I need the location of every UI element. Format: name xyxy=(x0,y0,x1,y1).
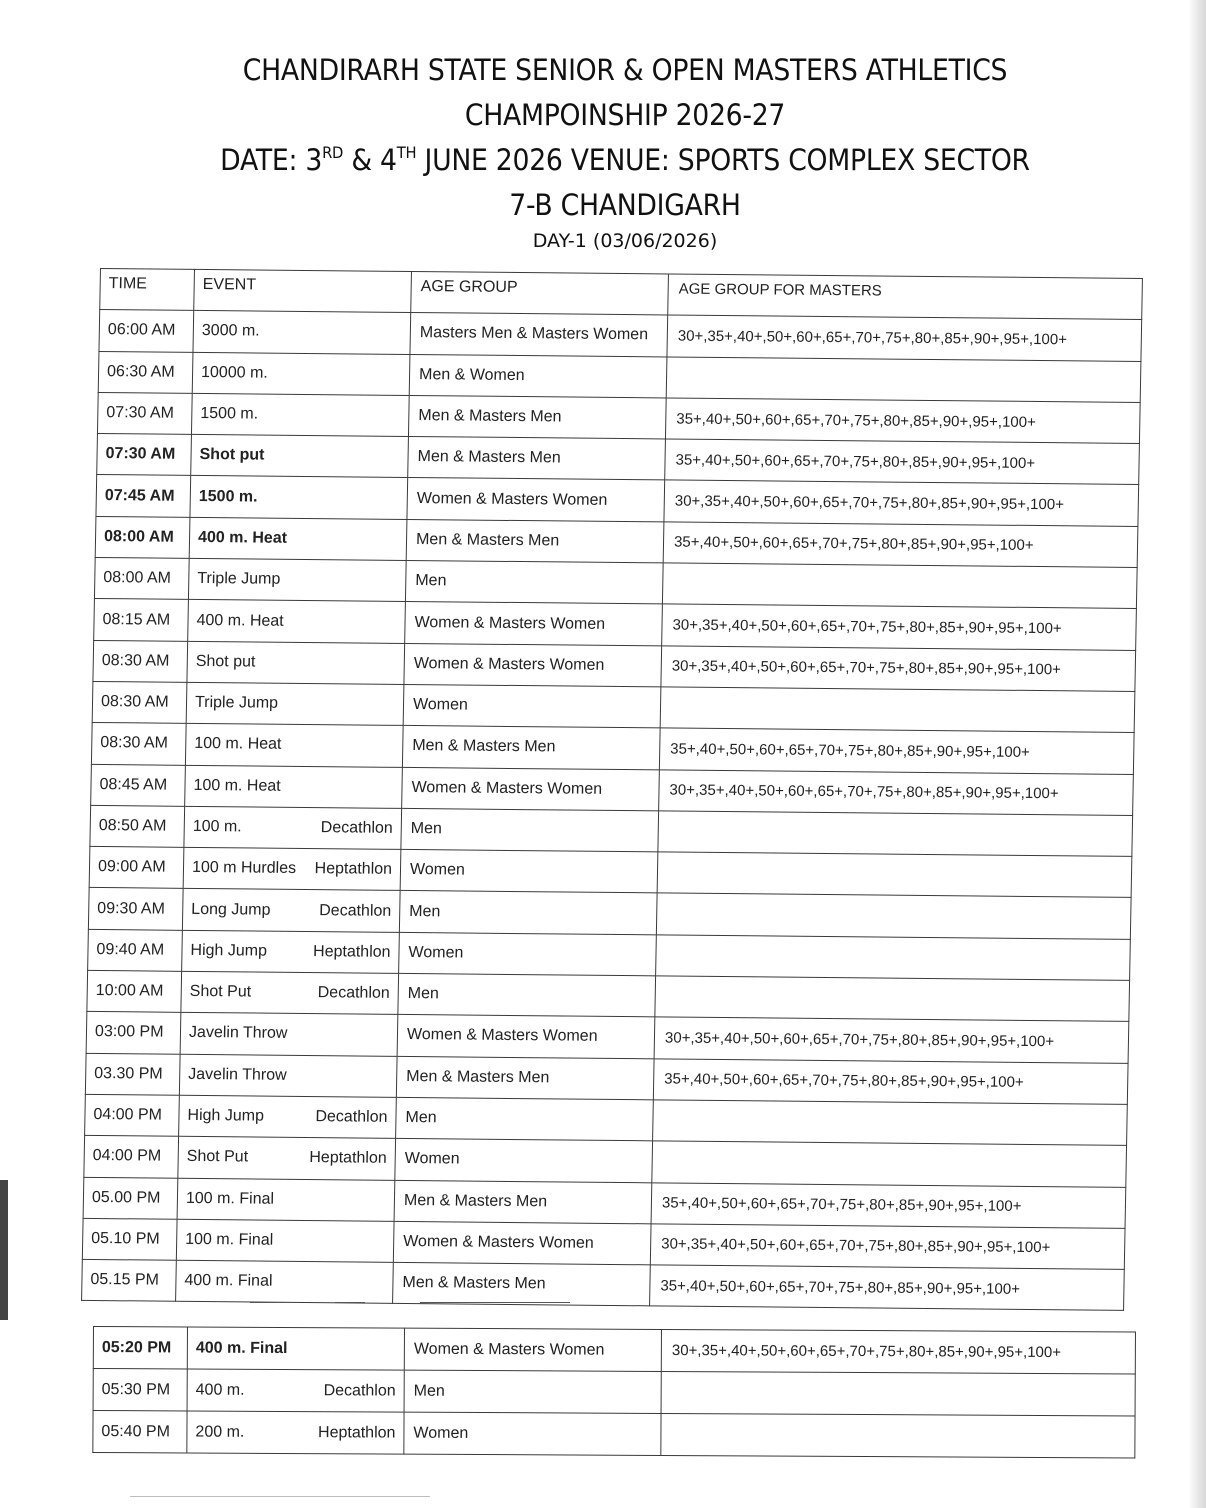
event-name: 1500 m. xyxy=(198,487,258,506)
page-edge-mark xyxy=(0,1180,8,1320)
document-header xyxy=(150,48,1100,252)
event-category: Decathlon xyxy=(320,819,393,837)
event-name: 400 m. Final xyxy=(195,1339,288,1357)
cell-age-group: Men & Women xyxy=(409,354,667,398)
cell-time: 08:30 AM xyxy=(91,723,186,765)
event-name: 400 m. Heat xyxy=(197,528,288,547)
date-suffix: JUNE 2026 VENUE: SPORTS COMPLEX SECTOR xyxy=(416,143,1030,177)
event-name: 400 m. xyxy=(195,1381,245,1399)
title-line-1: CHANDIRARH STATE SENIOR & OPEN MASTERS ATHLETICS xyxy=(242,53,1008,87)
cell-time: 08:00 AM xyxy=(94,558,189,600)
header-age-group: AGE GROUP xyxy=(411,271,669,315)
cell-time: 05:20 PM xyxy=(93,1327,187,1369)
event-name: Shot Put xyxy=(186,1148,249,1166)
cell-masters-age-groups: 30+,35+,40+,50+,60+,65+,70+,75+,80+,85+,90+,95+,100+ xyxy=(661,646,1136,692)
cell-time: 08:30 AM xyxy=(93,640,188,682)
cell-masters-age-groups xyxy=(656,935,1131,981)
cell-age-group: Men & Masters Men xyxy=(394,1180,652,1224)
cell-age-group: Men xyxy=(396,1097,654,1141)
title-line-4: 7-B CHANDIGARH xyxy=(509,188,741,222)
event-name: Long Jump xyxy=(191,900,271,919)
title-line-2: CHAMPOINSHIP 2026-27 xyxy=(464,98,786,132)
cell-event xyxy=(193,311,411,354)
event-name: 100 m. Heat xyxy=(193,776,281,795)
cell-time: 08:00 AM xyxy=(95,516,190,558)
event-category: Heptathlon xyxy=(309,1149,387,1168)
cell-age-group: Men xyxy=(404,1370,661,1413)
cell-age-group: Masters Men & Masters Women xyxy=(410,313,668,357)
cell-masters-age-groups xyxy=(653,1100,1128,1146)
event-category: Decathlon xyxy=(323,1381,396,1400)
event-name: 100 m. Final xyxy=(185,1230,274,1249)
header-event: EVENT xyxy=(194,269,412,312)
event-name: High Jump xyxy=(187,1106,265,1125)
cell-time: 05.00 PM xyxy=(83,1177,178,1219)
cell-age-group: Women & Masters Women xyxy=(404,643,662,687)
event-name: Triple Jump xyxy=(197,570,281,588)
cell-age-group: Men & Masters Men xyxy=(408,395,666,439)
page-edge-shadow xyxy=(1188,0,1206,1508)
cell-event xyxy=(185,765,403,808)
table-row xyxy=(82,1260,1125,1311)
date-sup-th: TH xyxy=(396,143,417,162)
cell-masters-age-groups xyxy=(656,893,1131,939)
cell-event xyxy=(183,847,401,890)
cell-time: 10:00 AM xyxy=(87,970,182,1012)
cell-time: 08:50 AM xyxy=(90,805,185,847)
cell-time: 03:00 PM xyxy=(86,1012,181,1054)
date-sup-rd: RD xyxy=(322,143,344,162)
cell-time: 05.10 PM xyxy=(82,1218,177,1260)
event-name: 400 m. Heat xyxy=(196,611,284,630)
event-name: 1500 m. xyxy=(200,405,259,423)
event-category: Decathlon xyxy=(317,984,390,1003)
cell-time: 08:15 AM xyxy=(94,599,189,641)
day-label: DAY-1 (03/06/2026) xyxy=(532,230,718,252)
cell-time: 06:30 AM xyxy=(98,351,193,393)
cell-age-group: Men xyxy=(401,808,659,852)
cell-age-group: Men xyxy=(398,973,656,1017)
cell-event xyxy=(187,641,405,684)
table-row xyxy=(93,1411,1135,1458)
cell-time: 04:00 PM xyxy=(85,1094,180,1136)
event-name: 10000 m. xyxy=(200,363,268,382)
cell-masters-age-groups: 30+,35+,40+,50+,60+,65+,70+,75+,80+,85+,90+,95+,100+ xyxy=(650,1224,1125,1270)
cell-event xyxy=(187,1411,404,1454)
cell-time: 05:30 PM xyxy=(93,1369,187,1411)
event-name: Javelin Throw xyxy=(188,1065,287,1084)
cell-age-group: Men & Masters Men xyxy=(396,1056,654,1100)
cell-time: 08:30 AM xyxy=(92,681,187,723)
cell-time: 09:40 AM xyxy=(88,929,183,971)
date-venue-line xyxy=(188,138,1062,183)
cell-age-group: Men xyxy=(399,891,657,935)
cell-age-group: Men & Masters Men xyxy=(393,1262,651,1306)
cell-age-group: Women xyxy=(403,684,661,728)
cell-age-group: Women & Masters Women xyxy=(407,478,665,522)
cell-masters-age-groups xyxy=(657,852,1132,898)
cell-masters-age-groups: 35+,40+,50+,60+,65+,70+,75+,80+,85+,90+,95+,100+ xyxy=(651,1182,1126,1228)
scan-artifact xyxy=(130,1496,430,1497)
cell-age-group: Men & Masters Men xyxy=(402,726,660,770)
cell-time: 09:30 AM xyxy=(88,888,183,930)
cell-masters-age-groups: 30+,35+,40+,50+,60+,65+,70+,75+,80+,85+,90+,95+,100+ xyxy=(659,769,1134,815)
event-category: Heptathlon xyxy=(318,1423,396,1442)
date-mid: & 4 xyxy=(343,143,397,177)
event-name: Shot put xyxy=(195,652,256,671)
table-row xyxy=(93,1327,1135,1374)
event-category: Decathlon xyxy=(319,901,392,920)
cell-masters-age-groups: 30+,35+,40+,50+,60+,65+,70+,75+,80+,85+,90+,95+,100+ xyxy=(661,1329,1135,1373)
cell-age-group: Men xyxy=(405,561,663,605)
cell-age-group: Women & Masters Women xyxy=(402,767,660,811)
cell-masters-age-groups xyxy=(660,687,1135,733)
event-name: 400 m. Final xyxy=(184,1272,273,1290)
cell-masters-age-groups xyxy=(662,563,1137,609)
cell-masters-age-groups xyxy=(655,976,1130,1022)
cell-event xyxy=(179,1054,397,1097)
cell-time: 06:00 AM xyxy=(99,310,194,352)
cell-age-group: Women xyxy=(404,1412,661,1455)
cell-event xyxy=(176,1260,394,1303)
schedule-table xyxy=(81,268,1143,1311)
cell-event xyxy=(187,1327,404,1370)
schedule-table-continued xyxy=(92,1326,1136,1458)
event-category: Heptathlon xyxy=(314,860,393,879)
cell-time: 05.15 PM xyxy=(82,1260,177,1302)
cell-masters-age-groups: 30+,35+,40+,50+,60+,65+,70+,75+,80+,85+,90+,95+,100+ xyxy=(662,604,1137,650)
cell-time: 09:00 AM xyxy=(89,847,184,889)
cell-masters-age-groups xyxy=(661,1413,1135,1457)
cell-event xyxy=(189,517,407,560)
cell-age-group: Women & Masters Women xyxy=(405,602,663,646)
cell-event xyxy=(182,930,400,973)
cell-event xyxy=(187,1369,404,1412)
cell-age-group: Men & Masters Men xyxy=(406,519,664,563)
cell-event xyxy=(177,1178,395,1221)
event-name: 100 m. Heat xyxy=(194,735,282,754)
cell-age-group: Women xyxy=(395,1139,653,1183)
cell-age-group: Women & Masters Women xyxy=(404,1328,661,1371)
cell-masters-age-groups: 35+,40+,50+,60+,65+,70+,75+,80+,85+,90+,95+,100+ xyxy=(653,1058,1128,1104)
event-name: Triple Jump xyxy=(194,694,279,712)
cell-event xyxy=(182,889,400,932)
cell-event xyxy=(179,1095,397,1138)
event-category: Heptathlon xyxy=(312,942,391,961)
cell-event xyxy=(192,352,410,395)
event-name: 200 m. xyxy=(195,1423,245,1441)
cell-event xyxy=(191,435,409,478)
cell-masters-age-groups xyxy=(658,811,1133,857)
cell-event xyxy=(191,393,409,436)
cell-age-group: Women & Masters Women xyxy=(397,1015,655,1059)
cell-event xyxy=(185,724,403,767)
cell-time: 07:45 AM xyxy=(96,475,191,517)
event-name: 100 m Hurdles xyxy=(191,859,297,878)
event-name: Shot Put xyxy=(189,983,252,1001)
date-prefix: DATE: 3 xyxy=(220,143,323,177)
cell-event xyxy=(184,806,402,849)
cell-event xyxy=(178,1137,396,1180)
cell-age-group: Men & Masters Men xyxy=(408,437,666,481)
cell-event xyxy=(188,600,406,643)
torn-line xyxy=(335,1302,365,1303)
cell-event xyxy=(190,476,408,519)
cell-age-group: Women xyxy=(399,932,657,976)
cell-event xyxy=(180,1013,398,1056)
cell-time: 05:40 PM xyxy=(93,1411,187,1453)
event-name: 3000 m. xyxy=(201,322,260,340)
cell-masters-age-groups: 35+,40+,50+,60+,65+,70+,75+,80+,85+,90+,95+,100+ xyxy=(659,728,1134,774)
table-row xyxy=(93,1369,1135,1416)
cell-masters-age-groups: 30+,35+,40+,50+,60+,65+,70+,75+,80+,85+,90+,95+,100+ xyxy=(667,315,1142,361)
cell-event xyxy=(188,558,406,601)
cell-masters-age-groups: 35+,40+,50+,60+,65+,70+,75+,80+,85+,90+,95+,100+ xyxy=(650,1265,1125,1311)
event-name: Shot put xyxy=(199,446,265,464)
cell-event xyxy=(176,1219,394,1262)
event-name: High Jump xyxy=(190,941,268,960)
cell-masters-age-groups: 35+,40+,50+,60+,65+,70+,75+,80+,85+,90+,95+,100+ xyxy=(665,439,1140,485)
header-time: TIME xyxy=(100,269,195,311)
cell-masters-age-groups xyxy=(666,357,1141,403)
header-age-group-masters: AGE GROUP FOR MASTERS xyxy=(668,274,1143,320)
cell-masters-age-groups: 35+,40+,50+,60+,65+,70+,75+,80+,85+,90+,95+,100+ xyxy=(665,398,1140,444)
event-name: 100 m. xyxy=(192,817,242,836)
cell-masters-age-groups xyxy=(661,1371,1135,1415)
event-category: Decathlon xyxy=(315,1108,388,1126)
cell-time: 08:45 AM xyxy=(91,764,186,806)
cell-event xyxy=(181,971,399,1014)
event-name: Javelin Throw xyxy=(188,1024,288,1043)
cell-masters-age-groups: 35+,40+,50+,60+,65+,70+,75+,80+,85+,90+,95+,100+ xyxy=(663,522,1138,568)
event-name: 100 m. Final xyxy=(185,1189,275,1208)
torn-line xyxy=(420,1302,570,1303)
cell-age-group: Women & Masters Women xyxy=(393,1221,651,1265)
cell-masters-age-groups: 30+,35+,40+,50+,60+,65+,70+,75+,80+,85+,90+,95+,100+ xyxy=(664,480,1139,526)
cell-age-group: Women xyxy=(400,850,658,894)
cell-time: 07:30 AM xyxy=(97,392,192,434)
cell-event xyxy=(186,682,404,725)
cell-time: 07:30 AM xyxy=(97,434,192,476)
cell-masters-age-groups xyxy=(652,1141,1127,1187)
cell-time: 03.30 PM xyxy=(85,1053,180,1095)
cell-time: 04:00 PM xyxy=(84,1136,179,1178)
torn-line xyxy=(250,1302,290,1303)
cell-masters-age-groups: 30+,35+,40+,50+,60+,65+,70+,75+,80+,85+,90+,95+,100+ xyxy=(654,1017,1129,1063)
